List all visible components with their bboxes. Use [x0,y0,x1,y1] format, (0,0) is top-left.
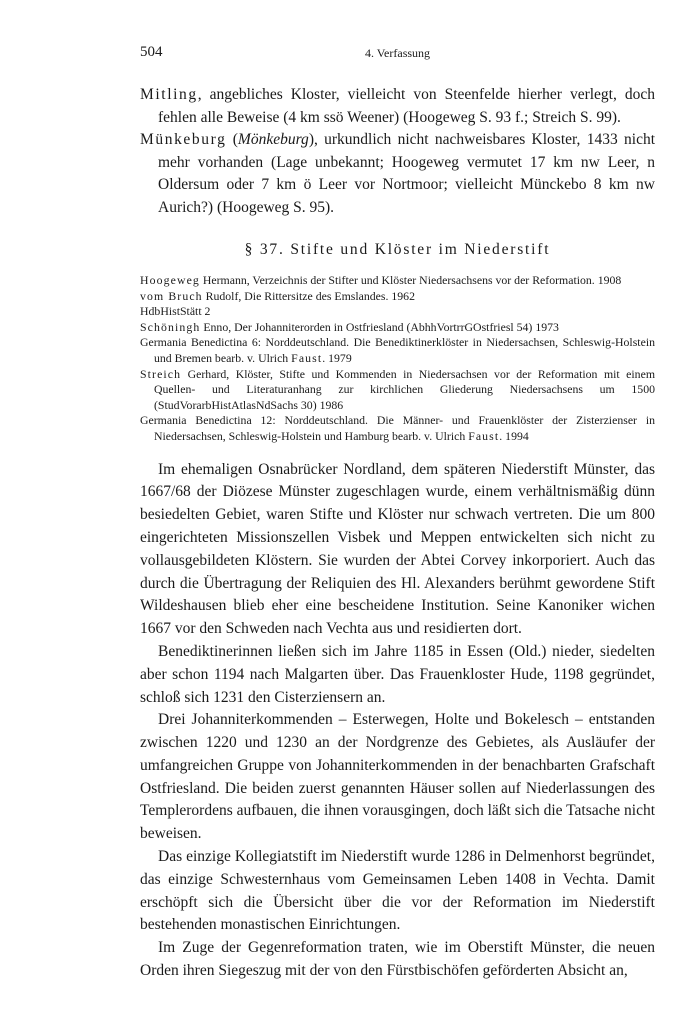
paragraph: Im Zuge der Gegenreformation traten, wie im Oberstift Münster, die neuen Orden ihren Siegeszug mit der von den Fürstbischöfen geförderten Absicht an, [140,939,655,980]
bib-author: Streich [140,366,182,381]
entry-mitling [140,84,655,129]
paragraph: Drei Johanniterkommenden – Esterwegen, Holte und Bokelesch – entstanden zwischen 1220 und 1230 an der Nordgrenze des Gebietes, als Ausläufer der umfangreichen Gruppe von Johanniterkommenden in der benachbarten Grafschaft Ostfriesland. Die beiden zuerst genannten Häuser sollen auf Niederlassungen des Templerordens aufbauen, die ihnen vorausgingen, doch läßt sich die Tatsache nicht beweisen. [140,711,655,843]
entry-text-open: ( [226,131,238,148]
section-heading: § 37. Stifte und Klöster im Niederstift [244,241,551,258]
bibliography-entry [140,413,655,444]
bib-editor: Faust [291,350,323,365]
bib-author: Hoogeweg [140,273,200,287]
entry-text: , angebliches Kloster, vielleicht von Steenfelde hierher verlegt, doch fehlen alle Beweise (4 km ssö Weener) (Hoogeweg S. 93 f.; Streich S. 99). [158,86,655,126]
entry-variant-name: Mönkeburg [237,131,309,148]
bibliography-entry [140,335,655,366]
bib-text: Hermann, Verzeichnis der Stifter und Klöster Niedersachsens vor der Reformation. 1908 [199,273,622,287]
bibliography-entry [140,273,655,289]
bib-editor: Faust [468,428,500,443]
bibliography-entry [140,289,655,305]
bib-text: HdbHistStätt 2 [140,304,211,319]
bib-author: Schöningh [140,319,201,334]
body-text [140,459,655,983]
bib-year: . 1994 [499,428,529,443]
book-page [140,44,655,983]
running-head [140,44,655,68]
bib-text: Germania Benedictina 6: Norddeutschland. Die Benediktinerklöster in Niedersachsen, Schleswig-Holstein und Bremen bearb. v. Ulrich [140,335,655,365]
entry-muenkeburg [140,129,655,219]
entry-name: Münkeburg [140,131,227,148]
page-number: 504 [140,44,163,60]
bibliography-entry [140,320,655,336]
entry-name: Mitling [140,86,198,103]
bib-text: Rudolf, Die Rittersitze des Emslandes. 1962 [202,288,415,303]
paragraph: Das einzige Kollegiatstift im Niederstift wurde 1286 in Delmenhorst begründet, das einzige Schwesternhaus vom Gemeinsamen Leben 1408 in Vechta. Damit erschöpft sich die Übersicht über die vor der Reformation im Niederstift bestehenden monastischen Einrichtungen. [140,848,655,934]
bibliography-entry [140,367,655,414]
bib-author: vom Bruch [140,288,203,303]
paragraph: Benediktinerinnen ließen sich im Jahre 1185 in Essen (Old.) nieder, siedelten aber schon 1194 nach Malgarten über. Das Frauenkloster Hude, 1198 gegründet, schloß sich 1231 den Cisterziensern an. [140,642,655,706]
bibliography-entry [140,304,655,320]
bib-text: Gerhard, Klöster, Stifte und Kommenden in Niedersachsen vor der Reformation mit einem Quellen- und Literaturanhang zur kirchlichen Gliederung Niedersachsens um 1500 (StudVorarbHistAtlasNdSachs 30) 1986 [154,366,655,412]
paragraph: Im ehemaligen Osnabrücker Nordland, dem späteren Niederstift Münster, das 1667/68 der Diözese Münster zugeschlagen wurde, einem verhältnismäßig dünn besiedelten Gebiet, waren Stifte und Klöster nur schwach vertreten. Die um 800 eingerichteten Missionszellen Visbek und Meppen entwickelten sich nicht zu vollausgebildeten Klöstern. Sie wurden der Abtei Corvey inkorporiert. Auch das durch die Übertragung der Reliquien des Hl. Alexanders berühmt gewordene Stift Wildeshausen blieb eher eine bescheidene Institution. Seine Kanoniker wichen 1667 vor den Schweden nach Vechta aus und residierten dort. [140,460,655,638]
bib-year: . 1979 [322,350,352,365]
bib-text: Enno, Der Johanniterorden in Ostfriesland (AbhhVortrrGOstfriesl 54) 1973 [200,319,559,334]
bib-text: Germania Benedictina 12: Norddeutschland. Die Männer- und Frauenklöster der Zisterzienser in Niedersachsen, Schleswig-Holstein und Hamburg bearb. v. Ulrich [140,413,655,443]
entry-text: ), urkundlich nicht nachweisbares Kloster, 1433 nicht mehr vorhanden (Lage unbekannt; Hoogeweg vermutet 17 km nw Leer, n Oldersum oder 7 km ö Leer vor Nortmoor; vielleicht Münckebo 8 km nw Aurich?) (Hoogeweg S. 95). [158,131,656,216]
running-title: 4. Verfassung [364,46,431,60]
place-entries [140,84,655,219]
bibliography [140,273,655,445]
